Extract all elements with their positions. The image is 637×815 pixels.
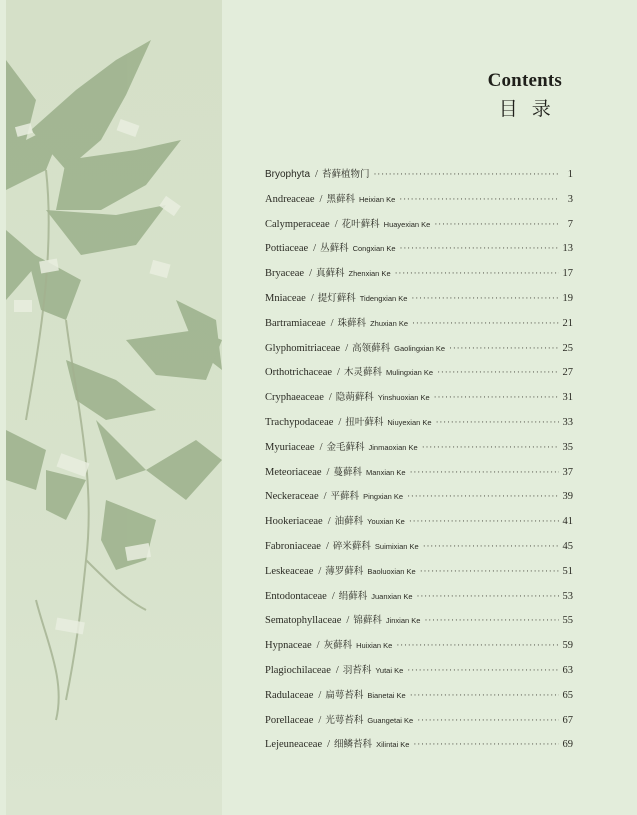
toc-family-pinyin: Yinshuoxian Ke	[377, 393, 430, 403]
toc-family-pinyin: Tidengxian Ke	[359, 293, 408, 303]
toc-family-chinese: 提灯藓科	[317, 292, 356, 304]
toc-separator: /	[327, 739, 331, 751]
toc-family-latin: Orthotrichaceae	[265, 367, 333, 379]
toc-family-chinese: 扭叶藓科	[345, 416, 384, 428]
toc-separator: /	[338, 416, 342, 428]
leaf-specimen-illustration	[6, 0, 222, 815]
toc-family-chinese: 花叶藓科	[341, 218, 380, 230]
toc-family-pinyin: Huixian Ke	[356, 641, 393, 651]
toc-page-number: 69	[562, 739, 573, 751]
toc-family-latin: Lejeuneaceae	[265, 739, 323, 751]
toc-family-pinyin: Zhenxian Ke	[348, 269, 391, 279]
toc-leader-dots	[420, 566, 559, 576]
toc-entry[interactable]	[265, 736, 573, 761]
toc-leader-dots	[395, 268, 559, 278]
toc-separator: /	[325, 540, 329, 552]
toc-family-latin: Bryaceae	[265, 268, 305, 280]
toc-separator: /	[330, 317, 334, 329]
toc-separator: /	[335, 664, 339, 676]
toc-family-chinese: 蔓藓科	[333, 466, 362, 478]
toc-entry[interactable]	[265, 464, 573, 489]
toc-family-latin: Trachypodaceae	[265, 416, 334, 428]
toc-leader-dots	[410, 467, 559, 477]
toc-page-number: 21	[562, 317, 573, 329]
toc-page-number: 63	[562, 664, 573, 676]
toc-family-pinyin: Mulingxian Ke	[385, 368, 434, 378]
toc-page-number: 3	[567, 193, 573, 205]
toc-family-latin: Sematophyllaceae	[265, 615, 342, 627]
toc-family-latin: Glyphomitriaceae	[265, 342, 341, 354]
toc-family-chinese: 珠藓科	[337, 317, 367, 329]
toc-leader-dots	[409, 516, 559, 526]
toc-page-number: 35	[562, 441, 573, 453]
toc-leader-dots	[436, 417, 559, 427]
toc-entry[interactable]	[265, 687, 573, 712]
toc-separator: /	[334, 218, 338, 230]
toc-separator: /	[345, 342, 349, 354]
toc-separator: /	[313, 243, 317, 255]
toc-family-latin: Bryophyta	[265, 169, 311, 180]
toc-entry[interactable]	[265, 290, 573, 315]
toc-page-number: 45	[562, 540, 573, 552]
toc-page-number: 17	[562, 268, 573, 280]
toc-separator: /	[337, 367, 340, 379]
contents-title-en: Contents	[487, 70, 562, 91]
toc-separator: /	[327, 516, 331, 528]
toc-entry[interactable]	[265, 662, 573, 687]
toc-family-chinese: 绢藓科	[338, 590, 368, 602]
toc-separator: /	[318, 565, 322, 577]
toc-family-chinese: 碎米藓科	[332, 540, 371, 552]
toc-family-latin: Mniaceae	[265, 292, 306, 304]
toc-family-pinyin: Heixian Ke	[358, 194, 396, 204]
toc-family-chinese: 细鳞苔科	[334, 739, 373, 751]
toc-separator: /	[318, 714, 322, 726]
toc-family-chinese: 光萼苔科	[325, 714, 364, 726]
toc-family-pinyin: Niuyexian Ke	[387, 417, 432, 427]
toc-leader-dots	[411, 293, 558, 303]
toc-page-number: 33	[562, 416, 573, 428]
toc-page-number: 51	[562, 565, 573, 577]
toc-family-latin: Radulaceae	[265, 689, 314, 701]
toc-separator: /	[326, 466, 330, 478]
toc-separator: /	[315, 169, 318, 180]
toc-family-chinese: 灰藓科	[323, 640, 353, 652]
toc-leader-dots	[423, 541, 559, 551]
toc-separator: /	[319, 441, 323, 453]
toc-family-chinese: 金毛藓科	[326, 441, 365, 453]
toc-family-chinese: 羽苔科	[342, 664, 372, 676]
toc-family-pinyin: Pingxian Ke	[363, 492, 404, 502]
toc-family-latin: Myuriaceae	[265, 441, 315, 453]
toc-leader-dots	[396, 640, 558, 650]
toc-page-number: 31	[562, 392, 573, 404]
toc-family-chinese: 高领藓科	[352, 342, 391, 354]
toc-leader-dots	[434, 392, 559, 402]
toc-family-latin: Hypnaceae	[265, 640, 312, 652]
toc-leader-dots	[407, 491, 558, 501]
toc-family-latin: Bartramiaceae	[265, 317, 326, 329]
toc-entry[interactable]	[265, 389, 573, 414]
toc-separator: /	[316, 640, 320, 652]
toc-entry[interactable]	[265, 563, 573, 588]
toc-page-number: 19	[562, 292, 573, 304]
toc-family-latin: Leskeaceae	[265, 565, 314, 577]
toc-page-number: 55	[562, 615, 573, 627]
toc-page-number: 53	[562, 590, 573, 602]
toc-entry[interactable]	[265, 538, 573, 563]
table-of-contents	[265, 166, 573, 761]
toc-family-chinese: 丛藓科	[320, 243, 349, 255]
toc-leader-dots	[437, 367, 558, 377]
toc-entry[interactable]	[265, 414, 573, 439]
toc-family-pinyin: Xilintai Ke	[376, 740, 410, 750]
toc-family-chinese: 黑藓科	[326, 193, 355, 205]
toc-family-pinyin: Juanxian Ke	[371, 591, 413, 601]
toc-family-latin: Plagiochilaceae	[265, 664, 331, 676]
toc-page-number: 25	[562, 342, 573, 354]
toc-family-latin: Porellaceae	[265, 714, 314, 726]
toc-leader-dots	[373, 169, 559, 179]
toc-entry[interactable]	[265, 488, 573, 513]
toc-family-chinese: 油藓科	[334, 516, 364, 528]
toc-page-number: 41	[562, 516, 573, 528]
toc-family-chinese: 真藓科	[315, 268, 345, 280]
toc-family-latin: Fabroniaceae	[265, 540, 321, 552]
toc-entry[interactable]	[265, 191, 573, 216]
toc-page-number: 27	[562, 367, 573, 379]
toc-family-pinyin: Congxian Ke	[352, 244, 396, 254]
toc-leader-dots	[434, 219, 559, 229]
toc-family-pinyin: Baoluoxian Ke	[367, 566, 416, 576]
toc-family-pinyin: Suimixian Ke	[374, 541, 419, 551]
toc-leader-dots	[410, 690, 559, 700]
toc-entry[interactable]	[265, 340, 573, 365]
toc-page-number: 67	[562, 714, 573, 726]
toc-family-latin: Hookeriaceae	[265, 516, 323, 528]
toc-family-latin: Pottiaceae	[265, 243, 309, 255]
toc-separator: /	[310, 292, 314, 304]
toc-leader-dots	[417, 591, 559, 601]
toc-page-number: 1	[567, 169, 573, 180]
toc-entry[interactable]	[265, 240, 573, 265]
toc-separator: /	[323, 491, 327, 503]
toc-family-pinyin: Guangetai Ke	[367, 715, 414, 725]
toc-family-pinyin: Zhuxian Ke	[370, 318, 409, 328]
toc-entry[interactable]	[265, 588, 573, 613]
toc-page-number: 59	[562, 640, 573, 652]
toc-family-chinese: 苔藓植物门	[321, 169, 370, 180]
toc-entry[interactable]	[265, 637, 573, 662]
toc-separator: /	[319, 193, 323, 205]
toc-entry[interactable]	[265, 265, 573, 290]
toc-separator: /	[331, 590, 335, 602]
toc-family-pinyin: Yutai Ke	[375, 665, 404, 675]
toc-family-latin: Andreaceae	[265, 193, 315, 205]
toc-entry[interactable]	[265, 315, 573, 340]
toc-entry[interactable]	[265, 166, 573, 191]
toc-leader-dots	[400, 243, 559, 253]
toc-family-pinyin: Youxian Ke	[367, 517, 405, 527]
toc-family-latin: Meteoriaceae	[265, 466, 322, 478]
toc-family-chinese: 平藓科	[330, 491, 360, 503]
toc-family-pinyin: Bianetai Ke	[367, 690, 406, 700]
toc-entry[interactable]	[265, 712, 573, 737]
toc-page-number: 39	[562, 491, 573, 503]
toc-family-chinese: 隐蒴藓科	[335, 392, 374, 404]
toc-family-chinese: 扁萼苔科	[325, 689, 364, 701]
toc-page-number: 13	[562, 243, 573, 255]
toc-entry[interactable]	[265, 439, 573, 464]
toc-leader-dots	[449, 343, 558, 353]
toc-leader-dots	[422, 442, 559, 452]
toc-leader-dots	[424, 615, 558, 625]
toc-family-pinyin: Jinxian Ke	[385, 616, 421, 626]
toc-entry[interactable]	[265, 513, 573, 538]
toc-page-number: 65	[562, 689, 573, 701]
toc-family-pinyin: Gaolingxian Ke	[394, 343, 446, 353]
toc-family-chinese: 薄罗藓科	[325, 565, 364, 577]
toc-page-number: 37	[562, 466, 573, 478]
toc-leader-dots	[399, 194, 559, 204]
toc-family-latin: Cryphaeaceae	[265, 392, 324, 404]
toc-entry[interactable]	[265, 216, 573, 241]
herbarium-image-panel	[6, 0, 222, 815]
toc-entry[interactable]	[265, 364, 573, 389]
toc-leader-dots	[412, 318, 558, 328]
toc-page-number: 7	[567, 218, 573, 230]
toc-separator: /	[346, 615, 350, 627]
toc-family-latin: Calymperaceae	[265, 218, 330, 230]
toc-entry[interactable]	[265, 612, 573, 637]
toc-leader-dots	[417, 715, 558, 725]
toc-leader-dots	[413, 739, 558, 749]
toc-separator: /	[309, 268, 312, 280]
toc-family-latin: Neckeraceae	[265, 491, 319, 503]
toc-family-chinese: 锦藓科	[353, 615, 382, 627]
toc-separator: /	[328, 392, 332, 404]
toc-family-pinyin: Huayexian Ke	[383, 219, 431, 229]
toc-family-pinyin: Jinmaoxian Ke	[368, 442, 418, 452]
toc-family-latin: Entodontaceae	[265, 590, 327, 602]
toc-leader-dots	[407, 665, 558, 675]
contents-header	[487, 70, 565, 121]
toc-separator: /	[318, 689, 322, 701]
toc-family-pinyin: Manxian Ke	[365, 467, 406, 477]
toc-family-chinese: 木灵藓科	[343, 367, 382, 379]
contents-title-cn: 目录	[498, 98, 565, 120]
